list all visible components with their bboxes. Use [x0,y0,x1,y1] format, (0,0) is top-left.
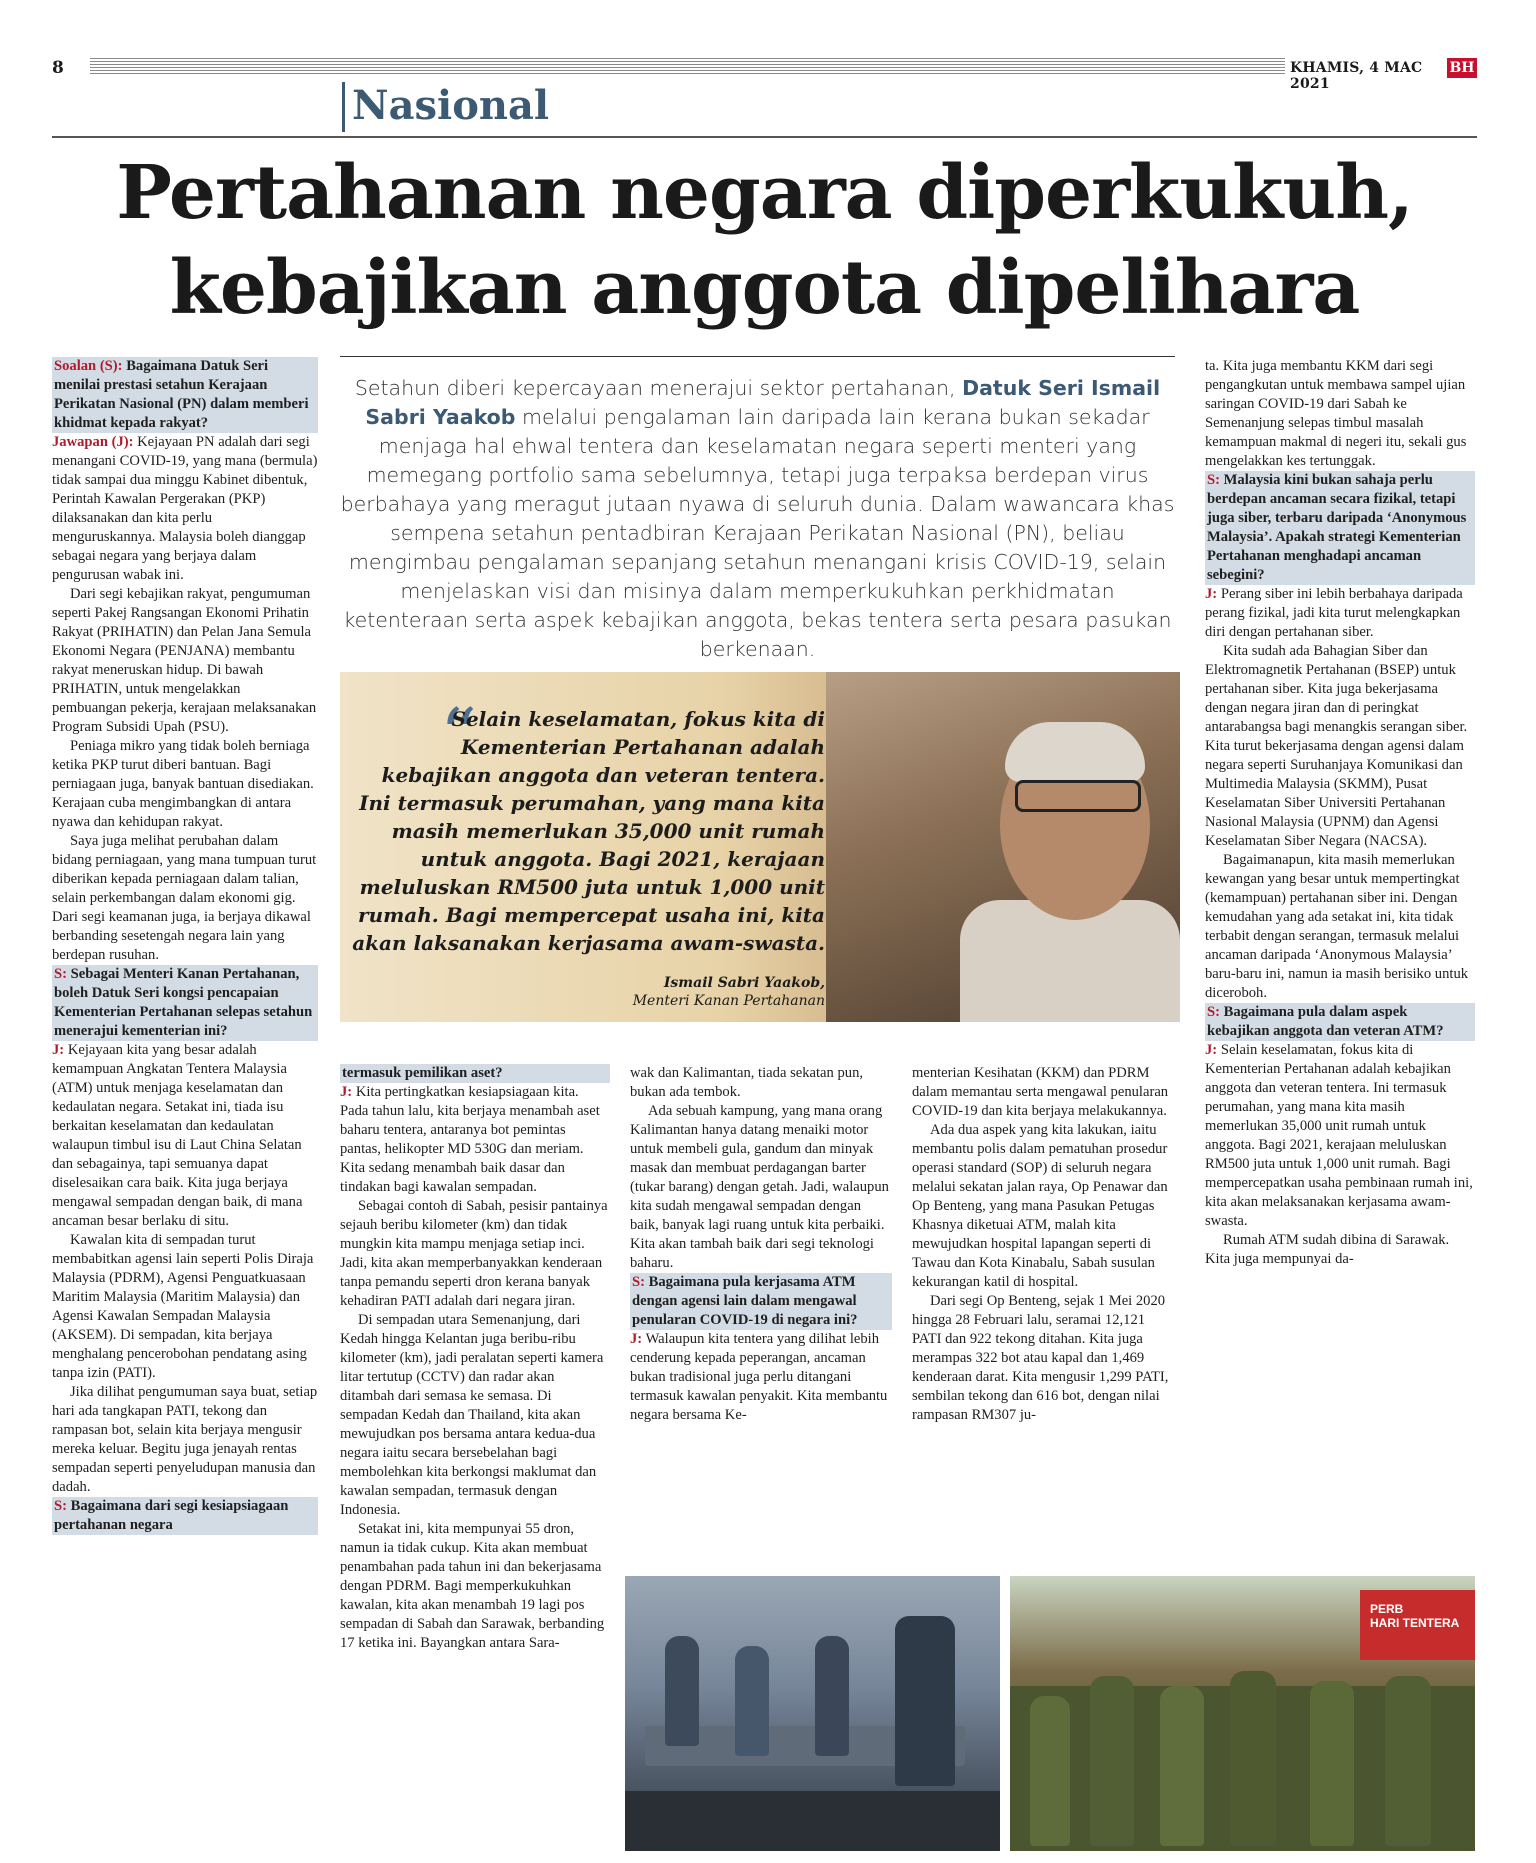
question-5: S: Malaysia kini bukan sahaja perlu berdepan ancaman secara fizikal, tetapi juga siber, terbaru daripada ‘Anonymous Malaysia’. Apakah strategi Kementerian Pertahanan menghadapi ancaman sebegini? [1205,471,1475,585]
a-label: J: [630,1331,643,1347]
paragraph: Dari segi kebajikan rakyat, pengumuman seperti Pakej Rangsangan Ekonomi Prihatin Rakyat (PRIHATIN) dan Pelan Jana Semula Ekonomi Negara (PENJANA) membantu rakyat meneruskan hidup. Di bawah PRIHATIN, untuk mengelakkan pembuangan pekerja, kerajaan melaksanakan Program Subsidi Upah (PSU). [52,586,317,735]
q-label: S: [54,966,67,982]
paragraph: ta. Kita juga membantu KKM dari segi pengangkutan untuk membawa sampel ujian saringan COVID-19 dari Sabah ke Semenanjung selepas timbul masalah kemampuan makmal di negeri itu, sekali gus mengelakkan kes tertunggak. [1205,358,1467,469]
portrait-glasses [1015,780,1141,812]
portrait-hair [1005,722,1145,782]
top-divider [52,136,1477,138]
a-label: J: [1205,586,1218,602]
question-2: S: Sebagai Menteri Kanan Pertahanan, boleh Datuk Seri kongsi pencapaian Kementerian Pertahanan selepas setahun menerajui kementerian ini? [52,965,318,1041]
headline-line-2: kebajikan anggota dipelihara [169,245,1360,331]
paragraph: Bagaimanapun, kita masih memerlukan kewangan yang besar untuk mempertingkat (kemampuan) pertahanan siber ini. Dengan kemudahan yang ada setakat ini, kita tidak terbabit dengan serangan, termasuk melalui ancaman daripada ‘Anonymous Malaysia’ baru-baru ini, namun ia masih berisiko untuk diceroboh. [1205,852,1469,1001]
q-label: S: [54,1498,67,1514]
intro-after: melalui pengalaman lain daripada lain kerana bukan sekadar menjaga hal ehwal tentera dan keselamatan negara seperti menteri yang memegang portfolio sama sebelumnya, tetapi juga terpaksa berdepan virus berbahaya yang meragut jutaan nyawa di seluruh dunia. Dalam wawancara khas sempena setahun pentadbiran Kerajaan Perikatan Nasional (PN), beliau mengimbau pengalaman sepanjang setahun menangani krisis COVID-19, selain menjelaskan visi dan misinya dalam memperkukuhkan perkhidmatan ketenteraan serta aspek kebajikan anggota, bekas tentera serta pesara pasukan berkenaan. [340,405,1175,661]
answer-2: J: Kejayaan kita yang besar adalah kemampuan Angkatan Tentera Malaysia (ATM) untuk menjaga keselamatan dan kedaulatan negara. Setakat ini, tiada isu berkaitan keselamatan dan kedaulatan walaupun timbul isu di Laut China Selatan dan sebagainya, tapi semuanya dapat diselesaikan cara baik. Kita juga berjaya mengawal sempadan dengan baik, di mana ancaman besar berlaku di situ. [52,1042,303,1229]
paragraph: Di sempadan utara Semenanjung, dari Kedah hingga Kelantan juga beribu-ribu kilometer (km), jadi peralatan seperti kamera litar tertutup (CCTV) dan radar akan ditambah dari semasa ke semasa. Di sempadan Kedah dan Thailand, kita akan mewujudkan pos bersama antara kedua-dua negara iaitu secara bersebelahan bagi membolehkan kita berkongsi maklumat dan kawalan sempadan, termasuk dengan Indonesia. [340,1312,604,1518]
bh-logo: BH [1447,58,1477,78]
paragraph: Kawalan kita di sempadan turut membabitkan agensi lain seperti Polis Diraja Malaysia (PDRM), Agensi Penguatkuasaan Maritim Malaysia (Maritim Malaysia) dan Agensi Kawalan Sempadan Malaysia (AKSEM). Di sempadan, kita berjaya menghalang pencerobohan pendatang asing tanpa izin (PATI). [52,1232,314,1381]
question-4: S: Bagaimana pula kerjasama ATM dengan agensi lain dalam mengawal penularan COVID-19 di negara ini? [630,1273,892,1330]
answer-1: Jawapan (J): Kejayaan PN adalah dari segi menangani COVID-19, yang mana (bermula) tidak sampai dua minggu Kabinet dibentuk, Perintah Kawalan Pergerakan (PKP) dilaksanakan dan kita perlu menguruskannya. Malaysia boleh dianggap sebagai negara yang berjaya dalam pengurusan wabak ini. [52,434,318,583]
parade-banner [1360,1590,1475,1660]
column-4 [912,1064,1174,1425]
paragraph: Peniaga mikro yang tidak boleh berniaga ketika PKP turut diberi bantuan. Bagi perniagaan juga, banyak bantuan disediakan. Kerajaan cuba mengimbangkan di antara nyawa dan kehidupan rakyat. [52,738,314,830]
q-label: S: [1207,1004,1220,1020]
answer-4: J: Walaupun kita tentera yang dilihat lebih cenderung kepada peperangan, ancaman bukan tradisional juga perlu ditangani termasuk kawalan penyakit. Kita membantu negara bersama Ke- [630,1331,888,1423]
paragraph: Sebagai contoh di Sabah, pesisir pantainya sejauh beribu kilometer (km) dan tidak mungkin kita mampu menjaga setiap inci. Jadi, kita akan memperbanyakkan kenderaan tanpa pemandu seperti dron kerana banyak kehadiran PATI adalah dari negara jiran. [340,1198,608,1309]
paragraph: Dari segi Op Benteng, sejak 1 Mei 2020 hingga 28 Februari lalu, seramai 12,121 PATI dan 922 tekong ditahan. Kita juga merampas 322 bot atau kapal dan 1,469 kenderaan darat. Kita mengusir 1,299 PATI, sembilan tekong dan 616 bot, dengan nilai rampasan RM307 ju- [912,1293,1169,1423]
q-label: S: [1207,472,1220,488]
paragraph: Setakat ini, kita mempunyai 55 dron, namun ia tidak cukup. Kita akan membuat penambahan pada tahun ini dan bekerjasama dengan PDRM. Bagi memperkukuhkan kawalan, kita akan menambah 19 lagi pos sempadan di Sabah dan Sarawak, berbanding 17 ketika ini. Bayangkan antara Sara- [340,1521,605,1651]
quote-mark-icon: “ [440,693,477,777]
q-label: Soalan (S): [54,358,123,374]
issue-date: KHAMIS, 4 MAC 2021 [1290,60,1423,92]
answer-5: J: Perang siber ini lebih berbahaya daripada perang fizikal, jadi kita turut melengkapkan diri dengan pertahanan siber. [1205,586,1463,640]
quote-role: Menteri Kanan Pertahanan [632,993,825,1009]
intro-paragraph [340,374,1175,664]
paragraph: Ada sebuah kampung, yang mana orang Kalimantan hanya datang menaiki motor untuk membeli gula, gandum dan minyak masak dan membuat perdagangan barter (tukar barang) dengan getah. Jadi, walaupun kita sudah mengawal sempadan dengan baik, banyak lagi ruang untuk kita perbaiki. Kita akan tambah baik dari segi teknologi baharu. [630,1103,889,1271]
a-label: J: [1205,1042,1218,1058]
a-label: Jawapan (J): [52,434,134,450]
question-3: S: Bagaimana dari segi kesiapsiagaan pertahanan negara [52,1497,318,1535]
navy-personnel-photo [625,1576,1000,1851]
a-label: J: [340,1084,353,1100]
page-number: 8 [52,58,64,78]
intro-before: Setahun diberi kepercayaan menerajui sektor pertahanan, [354,376,956,400]
header-rule [90,58,1285,76]
column-1 [52,357,318,1535]
column-3 [630,1064,892,1425]
paragraph: Saya juga melihat perubahan dalam bidang perniagaan, yang mana tumpuan turut diberikan kepada perniagaan dalam talian, selain perkembangan dalam ekonomi gig. Dari segi keamanan juga, ia berjaya dikawal berbanding sesetengah negara lain yang berdepan rusuhan. [52,833,317,963]
paragraph: Kita sudah ada Bahagian Siber dan Elektromagnetik Pertahanan (BSEP) untuk pertahanan siber. Kita juga bekerjasama dengan negara jiran dan di peringkat antarabangsa bagi menangkis serangan siber. Kita turut bekerjasama dengan agensi dalam negara seperti Suruhanjaya Komunikasi dan Multimedia Malaysia (SKMM), Pusat Keselamatan Siber Universiti Pertahanan Nasional Malaysia (UPNM) dan Agensi Keselamatan Siber Negara (NACSA). [1205,643,1468,849]
quote-author: Ismail Sabri Yaakob, [663,975,825,991]
q-label: S: [632,1274,645,1290]
a-label: J: [52,1042,65,1058]
intro-divider [340,356,1175,357]
column-2 [340,1064,610,1653]
paragraph: menterian Kesihatan (KKM) dan PDRM dalam memantau serta mengawal penularan COVID-19 dan kita berjaya melakukannya. [912,1065,1169,1119]
paragraph: wak dan Kalimantan, tiada sekatan pun, bukan ada tembok. [630,1065,864,1100]
paragraph: Ada dua aspek yang kita lakukan, iaitu membantu polis dalam pematuhan prosedur operasi standard (SOP) di seluruh negara melalui sekatan jalan raya, Op Penawar dan Op Benteng, yang mana Pasukan Petugas Khasnya diketuai ATM, malah kita mewujudkan hospital lapangan seperti di Tawau dan Kota Kinabalu, Sabah susulan kekurangan katil di hospital. [912,1122,1168,1290]
question-3-cont: termasuk pemilikan aset? [340,1064,610,1083]
headline [52,146,1477,336]
column-5 [1205,357,1475,1269]
pull-quote: Selain keselamatan, fokus kita di Kementerian Pertahanan adalah kebajikan anggota dan veteran tentera. Ini termasuk perumahan, yang mana kita masih memerlukan 35,000 unit rumah untuk anggota. Bagi 2021, kerajaan meluluskan RM500 juta untuk 1,000 unit rumah. Bagi mempercepat usaha ini, kita akan laksanakan kerjasama awam-swasta. [352,707,825,955]
section-title: Nasional [352,82,550,129]
banner-line-2: HARI TENTERA [1370,1616,1460,1630]
question-6: S: Bagaimana pula dalam aspek kebajikan anggota dan veteran ATM? [1205,1003,1475,1041]
section-bar [342,82,345,132]
answer-6: J: Selain keselamatan, fokus kita di Kementerian Pertahanan adalah kebajikan anggota dan veteran tentera. Ini termasuk perumahan, yang mana kita masih memerlukan 35,000 unit rumah untuk anggota. Bagi 2021, kerajaan meluluskan RM500 juta untuk 1,000 unit rumah. Bagi mempercepatkan usaha pembinaan rumah ini, kita akan melaksanakan kerjasama awam-swasta. [1205,1042,1473,1229]
paragraph: Rumah ATM sudah dibina di Sarawak. Kita juga mempunyai da- [1205,1232,1450,1267]
question-1: Soalan (S): Bagaimana Datuk Seri menilai prestasi setahun Kerajaan Perikatan Nasional (PN) dalam memberi khidmat kepada rakyat? [52,357,318,433]
headline-line-1: Pertahanan negara diperkukuh, [116,150,1413,236]
answer-3: J: Kita pertingkatkan kesiapsiagaan kita. Pada tahun lalu, kita berjaya menambah aset baharu tentera, antaranya bot pemintas pantas, helikopter MD 530G dan meriam. Kita sedang menambah baik dasar dan tindakan bagi kawalan sempadan. [340,1084,600,1195]
paragraph: Jika dilihat pengumuman saya buat, setiap hari ada tangkapan PATI, tekong dan rampasan bot, selain kita berjaya mengusir mereka keluar. Begitu juga jenayah rentas sempadan seperti penyeludupan manusia dan dadah. [52,1384,318,1495]
banner-line-1: PERB [1370,1602,1404,1616]
intro-name: Datuk Seri Ismail Sabri Yaakob [365,376,1161,429]
